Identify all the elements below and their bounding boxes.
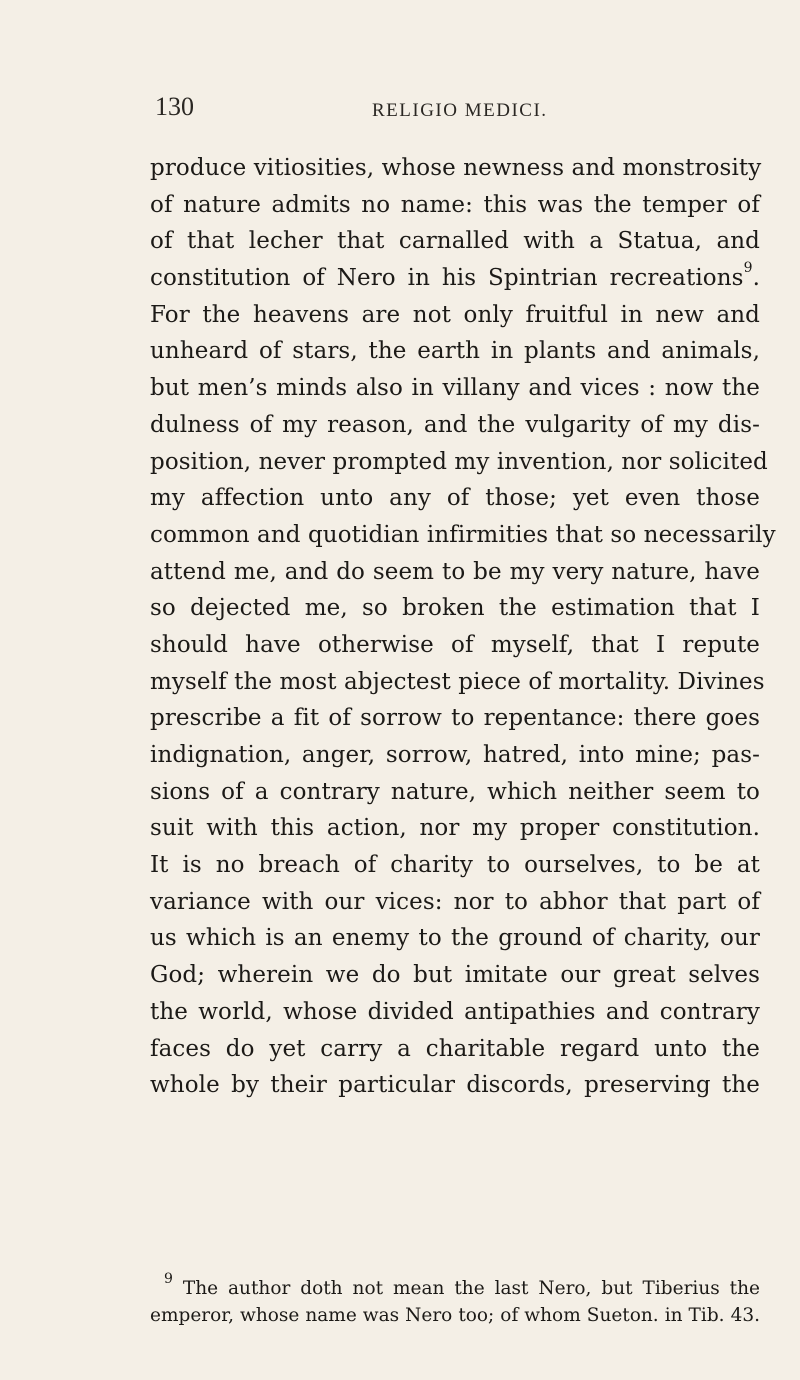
footnote-ref-punctuation: . [752, 265, 760, 292]
page-header [0, 92, 800, 132]
text-line: but men’s minds also in villany and vices : now the [150, 375, 760, 402]
footnote-reference[interactable]: 9 [743, 260, 753, 277]
text-line: so dejected me, so broken the estimation that I [150, 595, 760, 622]
text-line: us which is an enemy to the ground of charity, our [150, 925, 760, 952]
text-line: the world, whose divided antipathies and contrary [150, 998, 760, 1025]
footnote [150, 1270, 760, 1329]
text-line: variance with our vices: nor to abhor that part of [150, 888, 760, 915]
text-line: whole by their particular discords, preserving the [150, 1072, 760, 1099]
text-line-content: constitution of Nero in his Spintrian recreations [150, 265, 744, 292]
text-line: unheard of stars, the earth in plants and animals, [150, 338, 760, 365]
page-number: 130 [155, 92, 194, 121]
text-line: It is no breach of charity to ourselves, to be at [150, 852, 760, 879]
text-line: should have otherwise of myself, that I repute [150, 631, 760, 658]
text-line: sions of a contrary nature, which neither seem to [150, 778, 760, 805]
text-line: of that lecher that carnalled with a Statua, and [150, 228, 760, 255]
text-line: of nature admits no name: this was the temper of [150, 191, 760, 218]
text-line: indignation, anger, sorrow, hatred, into mine; pas- [150, 742, 760, 768]
footnote-line [150, 1270, 760, 1302]
running-head: RELIGIO MEDICI. [372, 100, 548, 121]
text-line: suit with this action, nor my proper constitution. [150, 815, 760, 842]
footnote-text: The author doth not mean the last Nero, but Tiberius the [182, 1278, 760, 1299]
text-line: God; wherein we do but imitate our great selves [150, 962, 760, 989]
text-line: dulness of my reason, and the vulgarity of my dis- [150, 411, 760, 438]
footnote-marker: 9 [164, 1270, 173, 1287]
text-line: prescribe a fit of sorrow to repentance: there goes [150, 705, 760, 732]
text-line: For the heavens are not only fruitful in new and [150, 301, 760, 328]
text-line: my affection unto any of those; yet even those [150, 485, 760, 512]
text-line: position, never prompted my invention, nor solicited [150, 448, 768, 475]
text-line: attend me, and do seem to be my very nature, have [150, 558, 760, 585]
body-text [150, 150, 776, 1104]
footnote-line: emperor, whose name was Nero too; of whom Sueton. in Tib. 43. [150, 1305, 760, 1326]
text-line: myself the most abjectest piece of mortality. Divines [150, 668, 765, 695]
text-line: produce vitiosities, whose newness and monstrosity [150, 155, 762, 181]
text-line-with-footnote-ref [150, 260, 760, 297]
text-line: common and quotidian infirmities that so necessarily [150, 521, 776, 548]
text-line: faces do yet carry a charitable regard unto the [150, 1035, 760, 1062]
